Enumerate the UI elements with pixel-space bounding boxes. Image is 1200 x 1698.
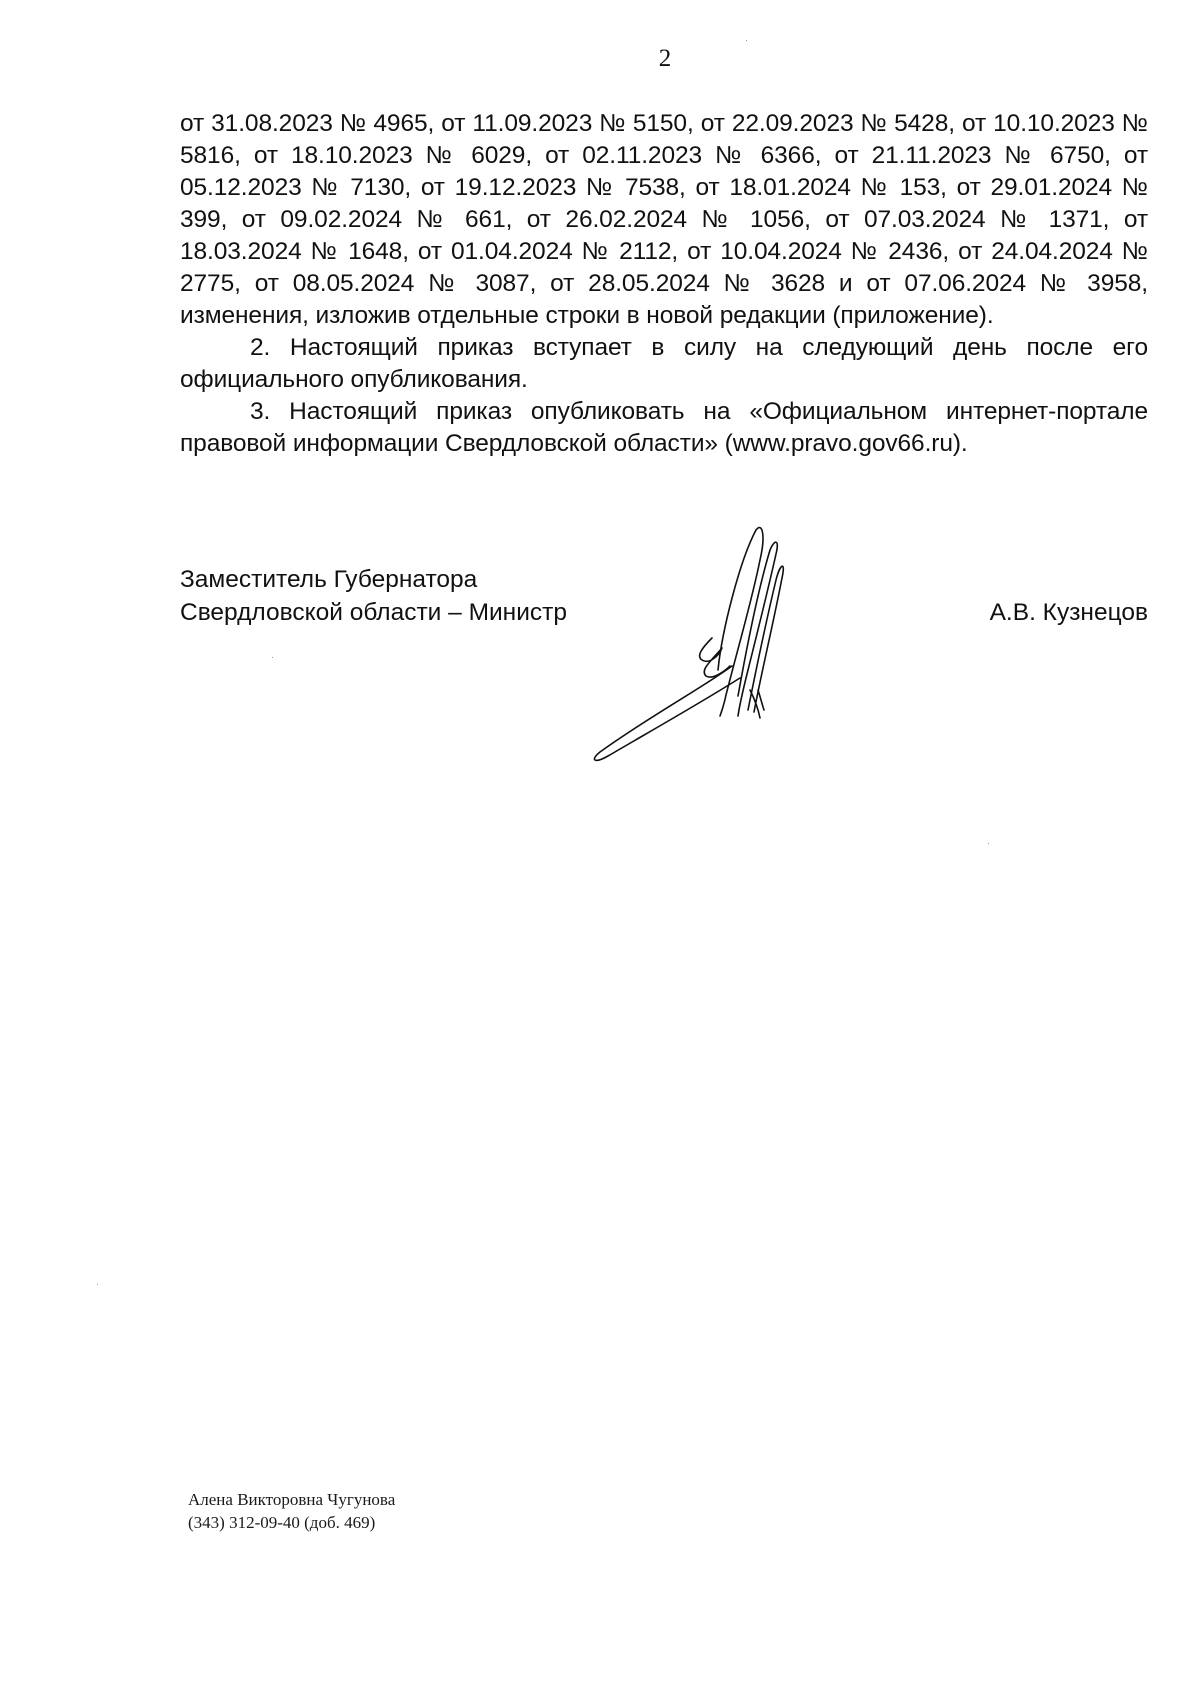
signer-name: А.В. Кузнецов xyxy=(989,599,1148,626)
signer-position-line-2: Свердловской области – Министр xyxy=(180,599,567,626)
scan-speck xyxy=(272,657,273,658)
amendments-paragraph: от 31.08.2023 № 4965, от 11.09.2023 № 5150, от 22.09.2023 № 5428, от 10.10.2023 № 5816, от 18.10.2023 № 6029, от 02.11.2023 № 6366, от 21.11.2023 № 6750, от 05.12.2023 № 7130, от 19.12.2023 № 7538, от 18.01.2024 № 153, от 29.01.2024 № 399, от 09.02.2024 № 661, от 26.02.2024 № 1056, от 07.03.2024 № 1371, от 18.03.2024 № 1648, от 01.04.2024 № 2112, от 10.04.2024 № 2436, от 24.04.2024 № 2775, от 08.05.2024 № 3087, от 28.05.2024 № 3628 и от 07.06.2024 № 3958, изменения, изложив отдельные строки в новой редакции (приложение). xyxy=(180,110,1148,329)
effective-date-paragraph: 2. Настоящий приказ вступает в силу на следующий день после его официального опубликования. xyxy=(180,334,1148,393)
executor-contact xyxy=(188,1488,395,1534)
signer-position-line-1: Заместитель Губернатора xyxy=(180,566,478,593)
scan-speck xyxy=(988,843,989,844)
publication-paragraph: 3. Настоящий приказ опубликовать на «Официальном интернет-портале правовой информации Свердловской области» (www.pravo.gov66.ru). xyxy=(180,398,1148,457)
executor-name: Алена Викторовна Чугунова xyxy=(188,1490,396,1509)
signer-position xyxy=(180,563,567,629)
page-number: 2 xyxy=(658,45,672,72)
scan-speck xyxy=(97,1284,98,1285)
handwritten-signature xyxy=(590,520,870,800)
scan-speck xyxy=(746,40,747,41)
executor-phone: (343) 312-09-40 (доб. 469) xyxy=(188,1513,376,1532)
document-body xyxy=(180,108,1148,460)
